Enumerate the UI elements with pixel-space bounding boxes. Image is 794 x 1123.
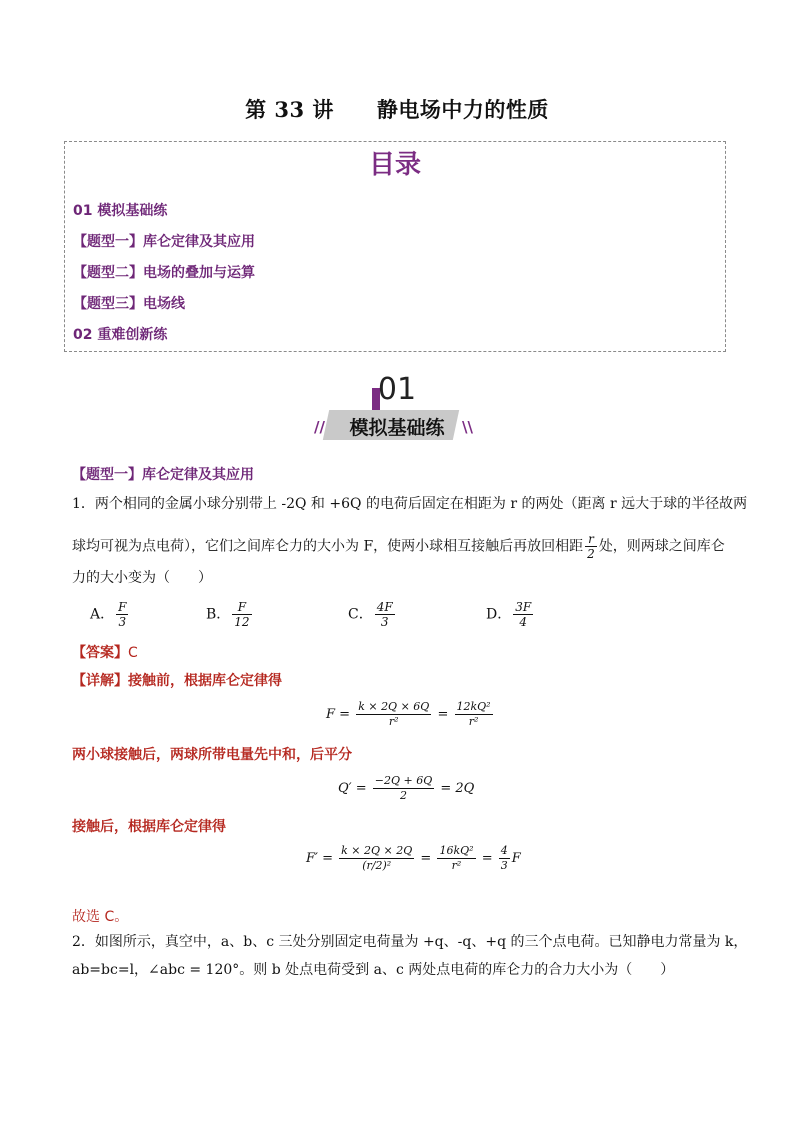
toc-item-type-2[interactable]: 【题型二】电场的叠加与运算 [73, 265, 255, 281]
q1-inline-fraction: $\frac{r}{2}$ [587, 532, 595, 561]
answer-tag: 【答案】 [72, 645, 128, 661]
q1-option-c[interactable]: C． $\frac{4F}{3}$ [348, 600, 393, 629]
section-number: 01 [377, 372, 417, 407]
q1-line-3: 力的大小变为（ ） [72, 570, 212, 586]
answer-value: C [128, 645, 138, 661]
equation-2: Q′ = $\frac{-2Q + 6Q}{2}$ = 2Q [338, 774, 475, 802]
q1-conclusion: 故选 C。 [72, 909, 129, 925]
q1-option-d[interactable]: D． $\frac{3F}{4}$ [486, 600, 532, 629]
q2-line-1: 2．如图所示，真空中，a、b、c 三处分别固定电荷量为 +q、-q、+q 的三个点电荷。已知静电力常量为 k， [72, 934, 748, 950]
equation-3: F′ = $\frac{k \times 2Q \times 2Q}{\text{(r/2)²}}$ = $\frac{\text{16kQ²}}{\text{r²}}$ = $\frac{4}{3}$ F [306, 844, 521, 872]
section-label: 模拟基础练 [349, 417, 445, 439]
page-title: 第 33 讲 静电场中力的性质 [245, 97, 549, 122]
q1-option-a[interactable]: A． $\frac{F}{3}$ [90, 600, 127, 629]
toc-heading: 目录 [368, 150, 421, 180]
toc-item-section-1[interactable]: 01 模拟基础练 [73, 203, 168, 219]
q1-line-2b: 处，则两球之间库仑 [598, 538, 725, 555]
q1-detail-3: 接触后，根据库仑定律得 [72, 819, 226, 835]
toc-item-section-2[interactable]: 02 重难创新练 [73, 327, 168, 343]
toc-item-type-1[interactable]: 【题型一】库仑定律及其应用 [73, 234, 255, 250]
question-type-heading: 【题型一】库仑定律及其应用 [72, 467, 254, 483]
section-slash-left: // [314, 418, 325, 436]
toc-item-type-3[interactable]: 【题型三】电场线 [73, 296, 185, 312]
detail-tag: 【详解】 [72, 673, 128, 689]
q1-line-1: 1．两个相同的金属小球分别带上 -2Q 和 +6Q 的电荷后固定在相距为 r 的两处（距离 r 远大于球的半径故两 [72, 496, 748, 512]
table-of-contents [64, 141, 726, 352]
q2-line-2: ab=bc=l，∠abc = 120°。则 b 处点电荷受到 a、c 两处点电荷的库仑力的合力大小为（ ） [72, 962, 675, 978]
q1-option-b[interactable]: B． $\frac{F}{12}$ [206, 600, 250, 629]
equation-1: F = $\frac{k \times 2Q \times 6Q}{\text{r²}}$ = $\frac{\text{12kQ²}}{\text{r²}}$ [326, 700, 491, 728]
q1-detail-1: 【详解】接触前，根据库仑定律得 [72, 673, 282, 689]
q1-line-2a: 球均可视为点电荷），它们之间库仑力的大小为 F，使两小球相互接触后再放回相距 [72, 538, 584, 555]
q1-detail-2: 两小球接触后，两球所带电量先中和，后平分 [72, 747, 352, 763]
section-slash-right: \\ [462, 418, 473, 436]
q1-answer [72, 642, 138, 662]
q1-line-2 [72, 532, 725, 561]
